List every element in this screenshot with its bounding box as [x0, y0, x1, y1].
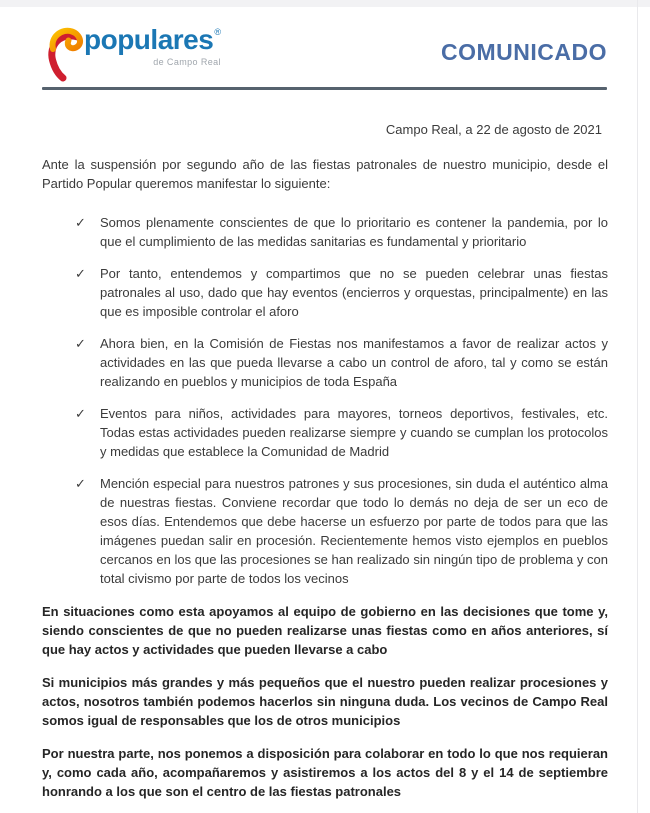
bullet-text: Por tanto, entendemos y compartimos que no se pueden celebrar unas fiestas patronales al uso, dado que hay eventos (encierros y orquestas, principalmente) en las que es imposible controlar el aforo	[100, 266, 608, 319]
bullet-list	[42, 213, 608, 588]
pp-logo	[42, 24, 221, 84]
check-icon: ✓	[75, 215, 86, 230]
closing-paragraph: Por nuestra parte, nos ponemos a disposición para colaborar en todo lo que nos requieran y, como cada año, acompañaremos y asistiremos a los actos del 8 y el 14 de septiembre honrando a los que son el centro de las fiestas patronales	[42, 746, 608, 799]
closing-paragraph: Si municipios más grandes y más pequeños que el nuestro pueden realizar procesiones y actos, nosotros también podemos hacerlos sin ninguna duda. Los vecinos de Campo Real somos igual de responsables que los de otros municipios	[42, 675, 608, 728]
brand-subtitle: de Campo Real	[153, 57, 221, 67]
bullet-text: Somos plenamente conscientes de que lo prioritario es contener la pandemia, por lo que el cumplimiento de las medidas sanitarias es fundamental y prioritario	[100, 215, 608, 249]
intro-paragraph: Ante la suspensión por segundo año de las fiestas patronales de nuestro municipio, desde el Partido Popular queremos manifestar lo siguiente:	[42, 157, 608, 191]
check-icon: ✓	[75, 476, 86, 491]
check-icon: ✓	[75, 266, 86, 281]
logo-text-block	[84, 24, 221, 67]
bullet-item	[75, 474, 608, 588]
date-line: Campo Real, a 22 de agosto de 2021	[385, 122, 602, 137]
document-body	[42, 120, 608, 801]
registered-mark: ®	[214, 27, 221, 37]
check-icon: ✓	[75, 406, 86, 421]
page-title: COMUNICADO	[441, 39, 607, 65]
bullet-item	[75, 404, 608, 461]
right-edge-line	[637, 0, 638, 813]
closing-paragraph: En situaciones como esta apoyamos al equipo de gobierno en las decisiones que tome y, siendo conscientes de que no pueden realizarse unas fiestas como en años anteriores, sí que hay actos y actividades que pueden llevarse a cabo	[42, 604, 608, 657]
bullet-item	[75, 213, 608, 251]
bullet-item	[75, 264, 608, 321]
brand-line	[84, 24, 221, 56]
header-divider	[42, 87, 607, 90]
check-icon: ✓	[75, 336, 86, 351]
bullet-text: Ahora bien, en la Comisión de Fiestas nos manifestamos a favor de realizar actos y actividades en las que pueda llevarse a cabo un control de aforo, tal y como se están realizando en pueblos y municipios de toda España	[100, 336, 608, 389]
bullet-text: Eventos para niños, actividades para mayores, torneos deportivos, festivales, etc. Todas estas actividades pueden realizarse siempre y cuando se cumplan los protocolos y medidas que establece la Comunidad de Madrid	[100, 406, 608, 459]
bullet-text: Mención especial para nuestros patrones y sus procesiones, sin duda el auténtico alma de nuestras fiestas. Conviene recordar que todo lo demás no deja de ser un eco de esos días. Entendemos que debe hacerse un esfuerzo por parte de todos para que las imágenes puedan salir en procesión. Recientemente hemos visto ejemplos en pueblos cercanos en los que las procesiones se han realizado sin ningún tipo de problema y con total civismo por parte de todos los vecinos	[100, 476, 608, 586]
brand-name: populares	[84, 24, 214, 55]
header	[42, 24, 607, 84]
bullet-item	[75, 334, 608, 391]
top-edge-strip	[0, 0, 650, 7]
